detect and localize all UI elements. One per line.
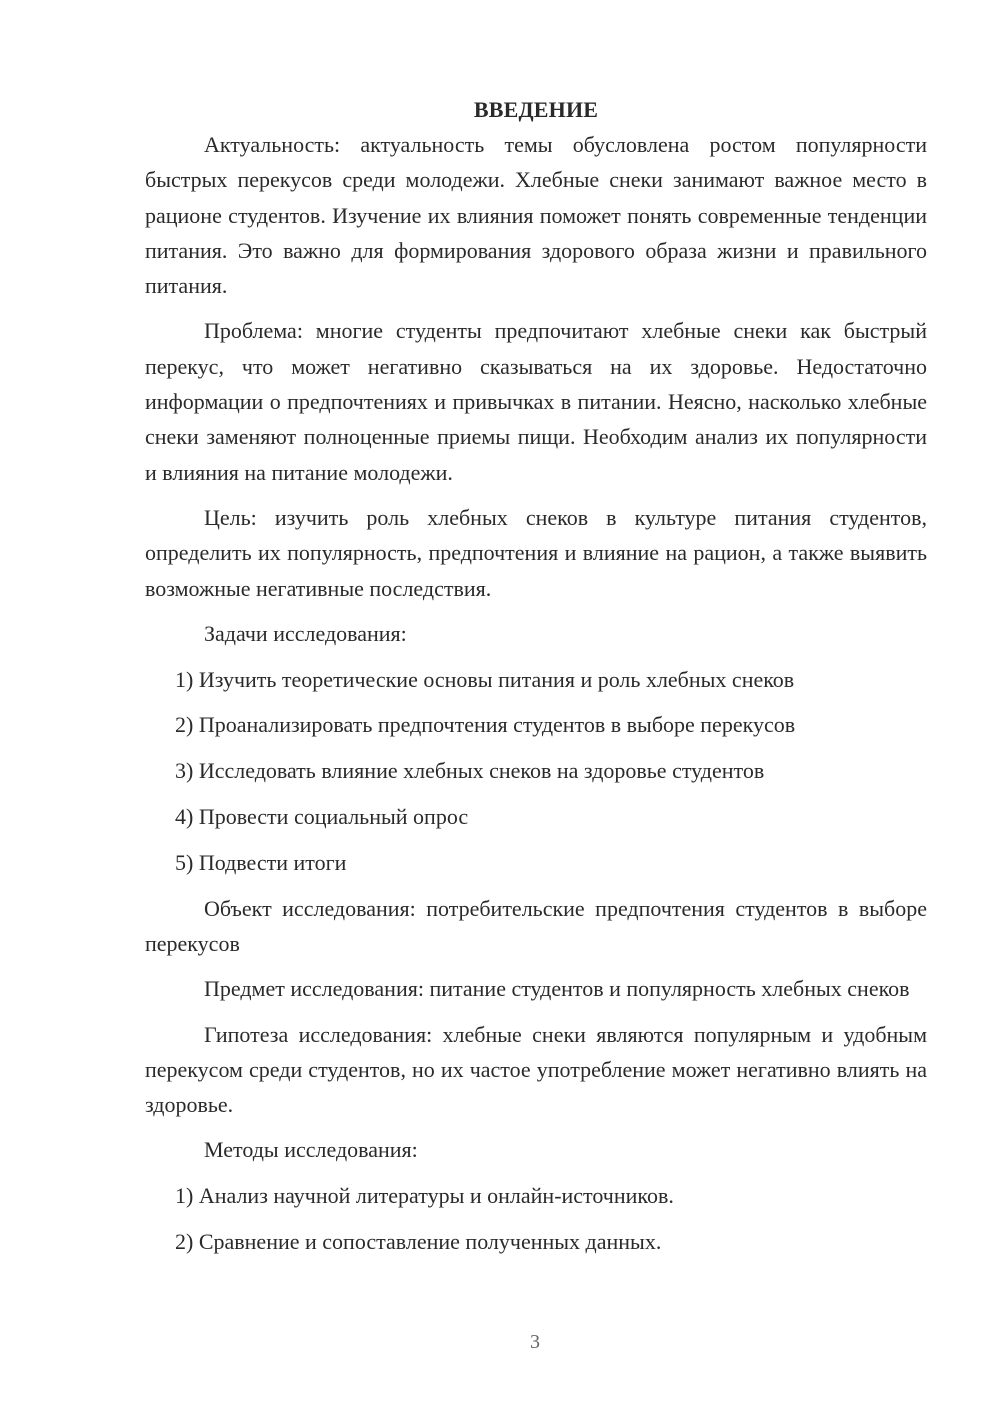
problem-paragraph: Проблема: многие студенты предпочитают хлебные снеки как быстрый перекус, что может негативно сказываться на их здоровье. Недостаточно информации о предпочтениях и привычках в питании. Неясно, насколько хлебные снеки заменяют полноценные приемы пищи. Необходим анализ их популярности и влияния на питание молодежи. bbox=[145, 318, 927, 485]
page-number: 3 bbox=[530, 1331, 540, 1353]
goal-paragraph: Цель: изучить роль хлебных снеков в культуре питания студентов, определить их популярность, предпочтения и влияние на рацион, а также выявить возможные негативные последствия. bbox=[145, 504, 927, 601]
subject-paragraph: Предмет исследования: питание студентов и популярность хлебных снеков bbox=[204, 976, 910, 1002]
task-item-2: 2) Проанализировать предпочтения студентов в выборе перекусов bbox=[175, 712, 796, 738]
task-item-1: 1) Изучить теоретические основы питания и роль хлебных снеков bbox=[175, 666, 795, 692]
task-item-3: 3) Исследовать влияние хлебных снеков на здоровье студентов bbox=[175, 758, 765, 784]
section-title: ВВЕДЕНИЕ bbox=[473, 97, 599, 122]
relevance-paragraph: Актуальность: актуальность темы обусловлена ростом популярности быстрых перекусов среди молодежи. Хлебные снеки занимают важное место в рационе студентов. Изучение их влияния поможет понять современные тенденции питания. Это важно для формирования здорового образа жизни и правильного питания. bbox=[145, 132, 927, 299]
object-paragraph: Объект исследования: потребительские предпочтения студентов в выборе перекусов bbox=[145, 895, 927, 956]
methods-heading: Методы исследования: bbox=[204, 1137, 418, 1163]
document-page bbox=[145, 92, 927, 1259]
method-item-1: 1) Анализ научной литературы и онлайн-источников. bbox=[175, 1183, 674, 1209]
task-item-4: 4) Провести социальный опрос bbox=[175, 804, 469, 830]
hypothesis-paragraph: Гипотеза исследования: хлебные снеки являются популярным и удобным перекусом среди студентов, но их частое употребление может негативно влиять на здоровье. bbox=[145, 1021, 927, 1118]
task-item-5: 5) Подвести итоги bbox=[175, 849, 347, 875]
method-item-2: 2) Сравнение и сопоставление полученных данных. bbox=[175, 1229, 662, 1255]
tasks-heading: Задачи исследования: bbox=[204, 620, 407, 646]
